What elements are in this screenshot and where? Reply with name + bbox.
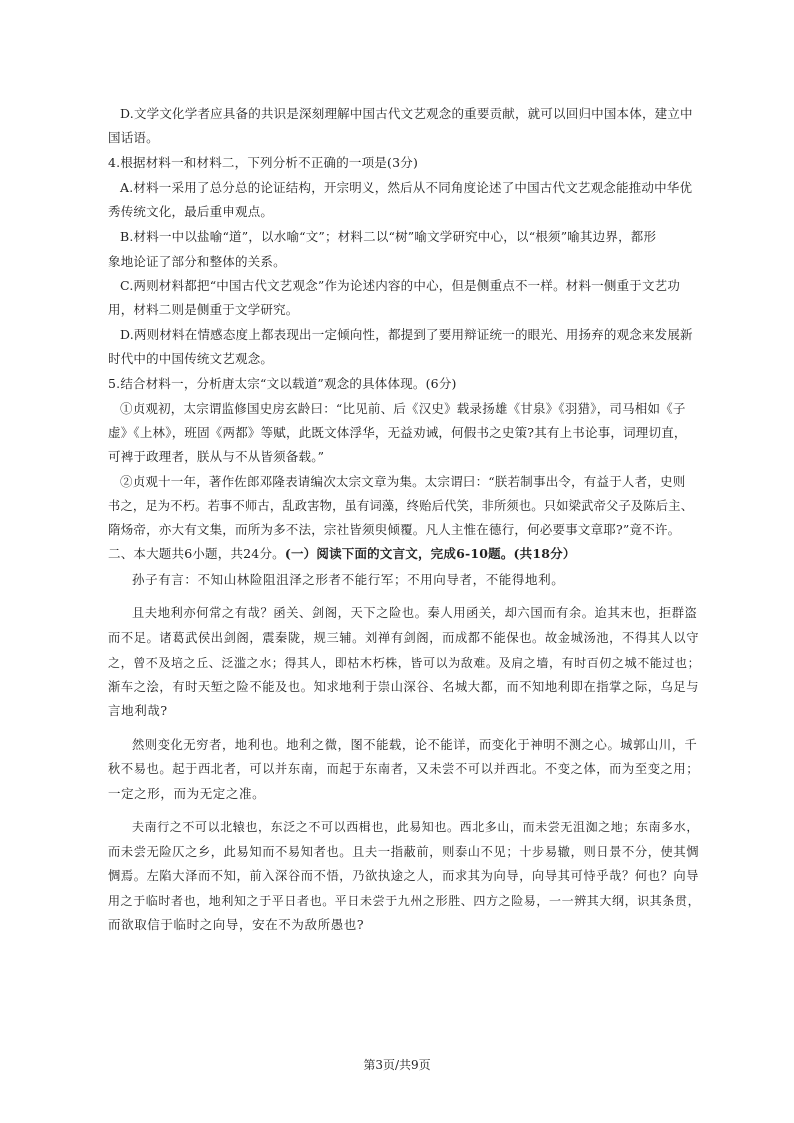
passage-p4-line5: 而欲取信于临时之向导，安在不为敌所愚也?	[108, 917, 365, 932]
q4-option-c-line1: C.两则材料都把“中国古代文艺观念”作为论述内容的中心，但是侧重点不一样。材料一侧重于文艺功	[120, 278, 681, 293]
passage-p3-line3: 一定之形，而为无定之准。	[108, 786, 266, 801]
passage-p2-line4: 渐车之浍，有时天堑之险不能及也。知求地利于崇山深谷、名城大都，而不知地利即在指掌之际，乌足与	[108, 680, 700, 694]
q3-option-d-line2: 国话语。	[108, 130, 159, 145]
passage-p2-line5: 言地利哉?	[108, 703, 168, 718]
passage-p3-line1: 然则变化无穷者，地利也。地利之微，图不能载，论不能详，而变化于神明不测之心。城郭山川，千	[132, 738, 698, 752]
q4-option-c-line2: 用，材料二则是侧重于文学研究。	[108, 302, 299, 317]
q4-option-d-line2: 时代中的中国传统文艺观念。	[108, 351, 274, 366]
q5-item2-line3: 隋炀帝，亦大有文集，而所为多不法，宗社皆须臾倾覆。凡人主惟在德行，何必要事文章耶?”竟不许。	[108, 522, 681, 537]
q5-item1-line2: 虚》《上林》，班固《两都》等赋，此既文体浮华，无益劝诫，何假书之史策?其有上书论事，词理切直，	[108, 425, 687, 440]
q5-item1-line3: 可裨于政理者，朕从与不从皆须备载。”	[108, 449, 325, 464]
q4-option-d-line1: D.两则材料在情感态度上都表现出一定倾向性，都提到了要用辩证统一的眼光、用扬弃的观念来发展新	[120, 327, 693, 342]
q4-option-a-line1: A.材料一采用了总分总的论证结构，开宗明义，然后从不同角度论述了中国古代文艺观念能推动中华优	[120, 180, 693, 195]
q4-option-b-line1: B.材料一中以盐喻“道”，以水喻“文”；材料二以“树”喻文学研究中心，以“根须”喻其边界，都形	[120, 229, 657, 244]
q5-item1-line1: ①贞观初，太宗谓监修国史房玄龄曰：“比见前、后《汉史》载录扬雄《甘泉》《羽猎》，司马相如《子	[120, 401, 686, 416]
section2-heading-plain: 二、本大题共6小题，共24分。	[108, 546, 285, 561]
passage-p2-line3: 之，曾不及培之丘、泛滥之水；得其人，即枯木朽株，皆可以为敌难。及肩之墙，有时百仞之城不能过也；	[108, 656, 701, 670]
passage-p4-line4: 用之于临时者也，地利知之于平日者也。平日未尝于九州之形胜、四方之险易，一一辨其大纲，识其条贯，	[108, 894, 701, 908]
q5-item2-line2: 书之，足为不朽。若事不师古，乱政害物，虽有词藻，终贻后代笑，非所须也。只如梁武帝父子及陈后主、	[108, 499, 694, 513]
passage-p1: 孙子有言：不知山林险阻沮泽之形者不能行军；不用向导者，不能得地利。	[132, 572, 565, 587]
q5-stem: 5.结合材料一，分析唐太宗“文以载道”观念的具体体现。(6分)	[108, 376, 457, 391]
q3-option-d-line1: D.文学文化学者应具备的共识是深刻理解中国古代文艺观念的重要贡献，就可以回归中国本体，建立中	[120, 106, 693, 121]
q4-option-a-line2: 秀传统文化，最后重申观点。	[108, 204, 274, 219]
passage-p4-line2: 而未尝无险仄之乡，此易知而不易知者也。且夫一指蔽前，则泰山不见；十步易辙，则日景不分，使其惆	[108, 845, 700, 859]
q5-item2-line1: ②贞观十一年，著作佐郎邓隆表请编次太宗文章为集。太宗谓曰：“朕若制事出令，有益于人者，史则	[120, 474, 686, 489]
q4-stem: 4.根据材料一和材料二，下列分析不正确的一项是(3分)	[108, 155, 419, 170]
section2-heading	[108, 546, 576, 562]
passage-p2-line1: 且夫地利亦何常之有哉？函关、剑阁，天下之险也。秦人用函关，却六国而有余。迨其末也，拒群盗	[132, 606, 698, 620]
page-number: 第3页/共9页	[363, 1058, 431, 1072]
passage-p3-line2: 秋不易也。起于西北者，可以并东南，而起于东南者，又未尝不可以并西北。不变之体，而为至变之用；	[108, 762, 700, 776]
section2-heading-bold: (一）阅读下面的文言文，完成6-10题。(共18分）	[284, 546, 576, 561]
passage-p4-line3: 惆焉。左陷大泽而不知，前入深谷而不悟，乃欲执途之人，而求其为向导，向导其可恃乎哉？何也？向导	[108, 869, 700, 883]
q4-option-b-line2: 象地论证了部分和整体的关系。	[108, 254, 286, 269]
passage-p2-line2: 而不足。诸葛武侯出剑阁，震秦陇，规三辅。刘禅有剑阁，而成都不能保也。故金城汤池，不得其人以守	[108, 631, 700, 645]
passage-p4-line1: 夫南行之不可以北辕也，东泛之不可以西楫也，此易知也。西北多山，而未尝无沮洳之地；东南多水，	[132, 820, 700, 834]
